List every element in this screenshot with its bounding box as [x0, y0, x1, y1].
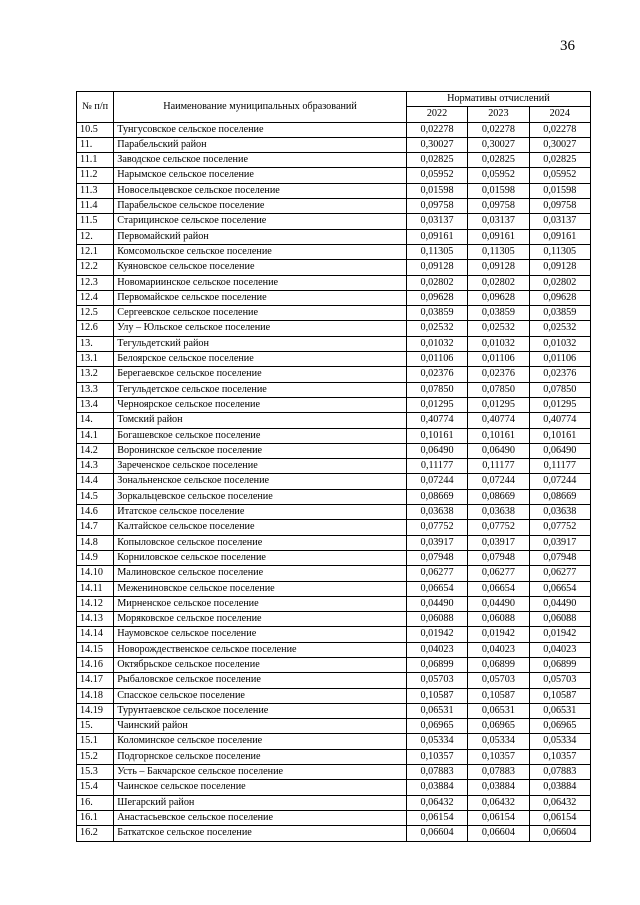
table-row — [77, 673, 591, 688]
norm-2024-cell: 0,01942 — [529, 627, 590, 642]
municipality-name-cell: Новосельцевское сельское поселение — [114, 183, 407, 198]
row-number-cell: 14.19 — [77, 703, 114, 718]
row-number-cell: 15.1 — [77, 734, 114, 749]
norm-2023-cell: 0,06277 — [468, 566, 529, 581]
table-row — [77, 199, 591, 214]
table-row — [77, 642, 591, 657]
table-body — [77, 122, 591, 841]
row-number-cell: 14.7 — [77, 520, 114, 535]
table-row — [77, 749, 591, 764]
municipality-name-cell: Шегарский район — [114, 795, 407, 810]
table-row — [77, 810, 591, 825]
table-row — [77, 520, 591, 535]
row-number-cell: 14.4 — [77, 474, 114, 489]
table-row — [77, 826, 591, 841]
norm-2022-cell: 0,06604 — [406, 826, 467, 841]
municipality-name-cell: Копыловское сельское поселение — [114, 535, 407, 550]
norm-2022-cell: 0,07948 — [406, 550, 467, 565]
table-row — [77, 290, 591, 305]
norm-2023-cell: 0,03137 — [468, 214, 529, 229]
norm-2022-cell: 0,40774 — [406, 413, 467, 428]
row-number-cell: 12.5 — [77, 306, 114, 321]
row-number-cell: 11.1 — [77, 153, 114, 168]
norm-2024-cell: 0,03917 — [529, 535, 590, 550]
table-header — [77, 92, 591, 123]
norm-2022-cell: 0,01942 — [406, 627, 467, 642]
norm-2024-cell: 0,01295 — [529, 397, 590, 412]
municipality-name-cell: Подгорнское сельское поселение — [114, 749, 407, 764]
table-row — [77, 566, 591, 581]
norm-2022-cell: 0,04023 — [406, 642, 467, 657]
norm-2024-cell: 0,04023 — [529, 642, 590, 657]
column-header-year-2022: 2022 — [406, 107, 467, 122]
norm-2022-cell: 0,09758 — [406, 199, 467, 214]
norm-2023-cell: 0,10161 — [468, 428, 529, 443]
norm-2022-cell: 0,10357 — [406, 749, 467, 764]
norm-2023-cell: 0,07883 — [468, 765, 529, 780]
municipality-name-cell: Воронинское сельское поселение — [114, 443, 407, 458]
norm-2023-cell: 0,07948 — [468, 550, 529, 565]
norm-2023-cell: 0,07850 — [468, 382, 529, 397]
norm-2023-cell: 0,06654 — [468, 581, 529, 596]
table-row — [77, 229, 591, 244]
page-number: 36 — [560, 38, 575, 54]
row-number-cell: 11. — [77, 137, 114, 152]
row-number-cell: 15.4 — [77, 780, 114, 795]
norm-2022-cell: 0,10587 — [406, 688, 467, 703]
norm-2024-cell: 0,07752 — [529, 520, 590, 535]
norm-2023-cell: 0,04490 — [468, 596, 529, 611]
norm-2024-cell: 0,09161 — [529, 229, 590, 244]
norm-2022-cell: 0,06965 — [406, 719, 467, 734]
row-number-cell: 14.9 — [77, 550, 114, 565]
table-row — [77, 474, 591, 489]
norm-2022-cell: 0,03917 — [406, 535, 467, 550]
norm-2022-cell: 0,09628 — [406, 290, 467, 305]
municipality-name-cell: Коломинское сельское поселение — [114, 734, 407, 749]
row-number-cell: 16.1 — [77, 810, 114, 825]
municipality-name-cell: Анастасьевское сельское поселение — [114, 810, 407, 825]
table-row — [77, 795, 591, 810]
table-row — [77, 765, 591, 780]
municipality-name-cell: Улу – Юльское сельское поселение — [114, 321, 407, 336]
norm-2024-cell: 0,03859 — [529, 306, 590, 321]
municipality-name-cell: Парабельское сельское поселение — [114, 199, 407, 214]
norm-2023-cell: 0,06490 — [468, 443, 529, 458]
municipality-name-cell: Баткатское сельское поселение — [114, 826, 407, 841]
row-number-cell: 11.3 — [77, 183, 114, 198]
table-row — [77, 382, 591, 397]
row-number-cell: 12.2 — [77, 260, 114, 275]
column-header-name: Наименование муниципальных образований — [114, 92, 407, 123]
norm-2022-cell: 0,11177 — [406, 459, 467, 474]
norm-2023-cell: 0,30027 — [468, 137, 529, 152]
norm-2024-cell: 0,01106 — [529, 352, 590, 367]
norm-2024-cell: 0,02532 — [529, 321, 590, 336]
norm-2024-cell: 0,04490 — [529, 596, 590, 611]
norm-2023-cell: 0,02278 — [468, 122, 529, 137]
column-header-number: № п/п — [77, 92, 114, 123]
norm-2023-cell: 0,07244 — [468, 474, 529, 489]
municipality-name-cell: Томский район — [114, 413, 407, 428]
row-number-cell: 14. — [77, 413, 114, 428]
norm-2023-cell: 0,02532 — [468, 321, 529, 336]
table-row — [77, 137, 591, 152]
norm-2023-cell: 0,06531 — [468, 703, 529, 718]
municipality-name-cell: Корниловское сельское поселение — [114, 550, 407, 565]
norm-2022-cell: 0,06277 — [406, 566, 467, 581]
row-number-cell: 11.2 — [77, 168, 114, 183]
row-number-cell: 11.5 — [77, 214, 114, 229]
municipality-name-cell: Первомайское сельское поселение — [114, 290, 407, 305]
row-number-cell: 10.5 — [77, 122, 114, 137]
row-number-cell: 14.13 — [77, 612, 114, 627]
norm-2023-cell: 0,03638 — [468, 505, 529, 520]
norm-2024-cell: 0,02278 — [529, 122, 590, 137]
norm-2022-cell: 0,06088 — [406, 612, 467, 627]
norm-2022-cell: 0,03884 — [406, 780, 467, 795]
row-number-cell: 14.1 — [77, 428, 114, 443]
norm-2023-cell: 0,06604 — [468, 826, 529, 841]
column-header-year-2024: 2024 — [529, 107, 590, 122]
norm-2024-cell: 0,06965 — [529, 719, 590, 734]
norm-2023-cell: 0,01032 — [468, 336, 529, 351]
norm-2024-cell: 0,06154 — [529, 810, 590, 825]
norm-2024-cell: 0,07850 — [529, 382, 590, 397]
table-row — [77, 321, 591, 336]
municipality-name-cell: Комсомольское сельское поселение — [114, 244, 407, 259]
norm-2022-cell: 0,03638 — [406, 505, 467, 520]
norm-2024-cell: 0,02825 — [529, 153, 590, 168]
norm-2022-cell: 0,30027 — [406, 137, 467, 152]
norm-2024-cell: 0,05952 — [529, 168, 590, 183]
table-row — [77, 153, 591, 168]
municipality-name-cell: Первомайский район — [114, 229, 407, 244]
norm-2023-cell: 0,03917 — [468, 535, 529, 550]
municipality-name-cell: Тегульдетский район — [114, 336, 407, 351]
row-number-cell: 13.4 — [77, 397, 114, 412]
row-number-cell: 12.1 — [77, 244, 114, 259]
norm-2022-cell: 0,05952 — [406, 168, 467, 183]
norm-2023-cell: 0,09161 — [468, 229, 529, 244]
table-row — [77, 627, 591, 642]
row-number-cell: 15.3 — [77, 765, 114, 780]
table-row — [77, 428, 591, 443]
deduction-norms-table — [76, 91, 591, 842]
norm-2022-cell: 0,08669 — [406, 489, 467, 504]
table-row — [77, 275, 591, 290]
norm-2024-cell: 0,06490 — [529, 443, 590, 458]
municipality-name-cell: Итатское сельское поселение — [114, 505, 407, 520]
norm-2023-cell: 0,06154 — [468, 810, 529, 825]
table-row — [77, 397, 591, 412]
municipality-name-cell: Зареченское сельское поселение — [114, 459, 407, 474]
municipality-name-cell: Межениновское сельское поселение — [114, 581, 407, 596]
table-row — [77, 657, 591, 672]
row-number-cell: 15.2 — [77, 749, 114, 764]
norm-2022-cell: 0,06490 — [406, 443, 467, 458]
norm-2023-cell: 0,03859 — [468, 306, 529, 321]
norm-2023-cell: 0,02376 — [468, 367, 529, 382]
norm-2022-cell: 0,01295 — [406, 397, 467, 412]
norm-2024-cell: 0,06432 — [529, 795, 590, 810]
table-row — [77, 581, 591, 596]
table-row — [77, 596, 591, 611]
norm-2023-cell: 0,06432 — [468, 795, 529, 810]
table-row — [77, 489, 591, 504]
municipality-name-cell: Куяновское сельское поселение — [114, 260, 407, 275]
row-number-cell: 12.6 — [77, 321, 114, 336]
norm-2024-cell: 0,10357 — [529, 749, 590, 764]
row-number-cell: 13. — [77, 336, 114, 351]
table-row — [77, 367, 591, 382]
norm-2023-cell: 0,06899 — [468, 657, 529, 672]
municipality-name-cell: Зональненское сельское поселение — [114, 474, 407, 489]
norm-2023-cell: 0,08669 — [468, 489, 529, 504]
norm-2024-cell: 0,06088 — [529, 612, 590, 627]
table-row — [77, 244, 591, 259]
norm-2022-cell: 0,07244 — [406, 474, 467, 489]
table-row — [77, 413, 591, 428]
norm-2023-cell: 0,02825 — [468, 153, 529, 168]
municipality-name-cell: Парабельский район — [114, 137, 407, 152]
norm-2022-cell: 0,01598 — [406, 183, 467, 198]
norm-2023-cell: 0,11305 — [468, 244, 529, 259]
municipality-name-cell: Берегаевское сельское поселение — [114, 367, 407, 382]
norm-2022-cell: 0,06531 — [406, 703, 467, 718]
table-row — [77, 443, 591, 458]
municipality-name-cell: Новомариинское сельское поселение — [114, 275, 407, 290]
norm-2022-cell: 0,03859 — [406, 306, 467, 321]
norm-2022-cell: 0,05334 — [406, 734, 467, 749]
norm-2022-cell: 0,09161 — [406, 229, 467, 244]
municipality-name-cell: Сергеевское сельское поселение — [114, 306, 407, 321]
norm-2023-cell: 0,05334 — [468, 734, 529, 749]
municipality-name-cell: Тунгусовское сельское поселение — [114, 122, 407, 137]
municipality-name-cell: Тегульдетское сельское поселение — [114, 382, 407, 397]
column-header-norms: Нормативы отчислений — [406, 92, 590, 107]
municipality-name-cell: Богашевское сельское поселение — [114, 428, 407, 443]
norm-2024-cell: 0,10161 — [529, 428, 590, 443]
norm-2023-cell: 0,11177 — [468, 459, 529, 474]
norm-2023-cell: 0,09758 — [468, 199, 529, 214]
norm-2024-cell: 0,06531 — [529, 703, 590, 718]
norm-2022-cell: 0,06899 — [406, 657, 467, 672]
norm-2024-cell: 0,07244 — [529, 474, 590, 489]
norm-2023-cell: 0,10587 — [468, 688, 529, 703]
norm-2023-cell: 0,07752 — [468, 520, 529, 535]
municipality-name-cell: Наумовское сельское поселение — [114, 627, 407, 642]
table-row — [77, 535, 591, 550]
norm-2022-cell: 0,02825 — [406, 153, 467, 168]
row-number-cell: 11.4 — [77, 199, 114, 214]
row-number-cell: 13.2 — [77, 367, 114, 382]
norm-2022-cell: 0,02376 — [406, 367, 467, 382]
norm-2022-cell: 0,11305 — [406, 244, 467, 259]
norm-2023-cell: 0,06088 — [468, 612, 529, 627]
municipality-name-cell: Усть – Бакчарское сельское поселение — [114, 765, 407, 780]
row-number-cell: 13.1 — [77, 352, 114, 367]
norm-2022-cell: 0,06432 — [406, 795, 467, 810]
row-number-cell: 14.2 — [77, 443, 114, 458]
norm-2023-cell: 0,02802 — [468, 275, 529, 290]
row-number-cell: 14.11 — [77, 581, 114, 596]
table-row — [77, 550, 591, 565]
norm-2022-cell: 0,03137 — [406, 214, 467, 229]
norm-2024-cell: 0,01032 — [529, 336, 590, 351]
row-number-cell: 14.15 — [77, 642, 114, 657]
table-row — [77, 306, 591, 321]
table-row — [77, 459, 591, 474]
norm-2023-cell: 0,01295 — [468, 397, 529, 412]
norm-2022-cell: 0,02278 — [406, 122, 467, 137]
norm-2023-cell: 0,03884 — [468, 780, 529, 795]
norm-2024-cell: 0,11177 — [529, 459, 590, 474]
municipality-name-cell: Турунтаевское сельское поселение — [114, 703, 407, 718]
norm-2023-cell: 0,04023 — [468, 642, 529, 657]
table-row — [77, 719, 591, 734]
row-number-cell: 16. — [77, 795, 114, 810]
norm-2024-cell: 0,11305 — [529, 244, 590, 259]
row-number-cell: 14.18 — [77, 688, 114, 703]
row-number-cell: 12. — [77, 229, 114, 244]
norm-2023-cell: 0,40774 — [468, 413, 529, 428]
norm-2024-cell: 0,10587 — [529, 688, 590, 703]
municipality-name-cell: Новорождественское сельское поселение — [114, 642, 407, 657]
municipality-name-cell: Малиновское сельское поселение — [114, 566, 407, 581]
norm-2024-cell: 0,09758 — [529, 199, 590, 214]
norm-2024-cell: 0,05334 — [529, 734, 590, 749]
municipality-name-cell: Мирненское сельское поселение — [114, 596, 407, 611]
table-row — [77, 505, 591, 520]
norm-2022-cell: 0,07850 — [406, 382, 467, 397]
row-number-cell: 15. — [77, 719, 114, 734]
table-row — [77, 703, 591, 718]
row-number-cell: 14.8 — [77, 535, 114, 550]
norm-2024-cell: 0,08669 — [529, 489, 590, 504]
norm-2023-cell: 0,05703 — [468, 673, 529, 688]
norm-2023-cell: 0,09628 — [468, 290, 529, 305]
municipality-name-cell: Октябрьское сельское поселение — [114, 657, 407, 672]
table-row — [77, 122, 591, 137]
norm-2022-cell: 0,01032 — [406, 336, 467, 351]
column-header-year-2023: 2023 — [468, 107, 529, 122]
norm-2024-cell: 0,02802 — [529, 275, 590, 290]
norm-2024-cell: 0,09628 — [529, 290, 590, 305]
table-row — [77, 688, 591, 703]
norm-2022-cell: 0,02532 — [406, 321, 467, 336]
table-row — [77, 183, 591, 198]
municipality-name-cell: Черноярское сельское поселение — [114, 397, 407, 412]
norm-2024-cell: 0,06277 — [529, 566, 590, 581]
norm-2022-cell: 0,02802 — [406, 275, 467, 290]
municipality-name-cell: Белоярское сельское поселение — [114, 352, 407, 367]
norm-2024-cell: 0,06604 — [529, 826, 590, 841]
norm-2022-cell: 0,09128 — [406, 260, 467, 275]
norm-2024-cell: 0,03884 — [529, 780, 590, 795]
row-number-cell: 14.12 — [77, 596, 114, 611]
norm-2024-cell: 0,07948 — [529, 550, 590, 565]
row-number-cell: 14.3 — [77, 459, 114, 474]
row-number-cell: 16.2 — [77, 826, 114, 841]
norm-2024-cell: 0,03137 — [529, 214, 590, 229]
table-row — [77, 352, 591, 367]
municipality-name-cell: Чаинский район — [114, 719, 407, 734]
table-row — [77, 734, 591, 749]
norm-2023-cell: 0,10357 — [468, 749, 529, 764]
norm-2024-cell: 0,06654 — [529, 581, 590, 596]
municipality-name-cell: Чаинское сельское поселение — [114, 780, 407, 795]
row-number-cell: 14.16 — [77, 657, 114, 672]
norm-2024-cell: 0,30027 — [529, 137, 590, 152]
municipality-name-cell: Заводское сельское поселение — [114, 153, 407, 168]
norm-2023-cell: 0,05952 — [468, 168, 529, 183]
norm-2024-cell: 0,05703 — [529, 673, 590, 688]
municipality-name-cell: Старицинское сельское поселение — [114, 214, 407, 229]
norm-2024-cell: 0,40774 — [529, 413, 590, 428]
norm-2022-cell: 0,05703 — [406, 673, 467, 688]
row-number-cell: 14.10 — [77, 566, 114, 581]
table-row — [77, 780, 591, 795]
norm-2024-cell: 0,02376 — [529, 367, 590, 382]
table-row — [77, 214, 591, 229]
row-number-cell: 12.3 — [77, 275, 114, 290]
municipality-name-cell: Рыбаловское сельское поселение — [114, 673, 407, 688]
municipality-name-cell: Спасское сельское поселение — [114, 688, 407, 703]
table-row — [77, 336, 591, 351]
norm-2023-cell: 0,06965 — [468, 719, 529, 734]
municipality-name-cell: Моряковское сельское поселение — [114, 612, 407, 627]
municipality-name-cell: Нарымское сельское поселение — [114, 168, 407, 183]
norm-2022-cell: 0,06154 — [406, 810, 467, 825]
row-number-cell: 13.3 — [77, 382, 114, 397]
norm-2022-cell: 0,01106 — [406, 352, 467, 367]
table-row — [77, 168, 591, 183]
norm-2024-cell: 0,06899 — [529, 657, 590, 672]
norm-2024-cell: 0,09128 — [529, 260, 590, 275]
norm-2022-cell: 0,07883 — [406, 765, 467, 780]
row-number-cell: 12.4 — [77, 290, 114, 305]
norm-2024-cell: 0,01598 — [529, 183, 590, 198]
row-number-cell: 14.5 — [77, 489, 114, 504]
norm-2023-cell: 0,09128 — [468, 260, 529, 275]
norm-2022-cell: 0,04490 — [406, 596, 467, 611]
norm-2023-cell: 0,01106 — [468, 352, 529, 367]
norm-2022-cell: 0,10161 — [406, 428, 467, 443]
row-number-cell: 14.6 — [77, 505, 114, 520]
table-row — [77, 612, 591, 627]
row-number-cell: 14.17 — [77, 673, 114, 688]
norm-2023-cell: 0,01598 — [468, 183, 529, 198]
municipality-name-cell: Зоркальцевское сельское поселение — [114, 489, 407, 504]
municipality-name-cell: Калтайское сельское поселение — [114, 520, 407, 535]
norm-2024-cell: 0,03638 — [529, 505, 590, 520]
norm-2023-cell: 0,01942 — [468, 627, 529, 642]
row-number-cell: 14.14 — [77, 627, 114, 642]
norm-2024-cell: 0,07883 — [529, 765, 590, 780]
norm-2022-cell: 0,07752 — [406, 520, 467, 535]
table-row — [77, 260, 591, 275]
norm-2022-cell: 0,06654 — [406, 581, 467, 596]
